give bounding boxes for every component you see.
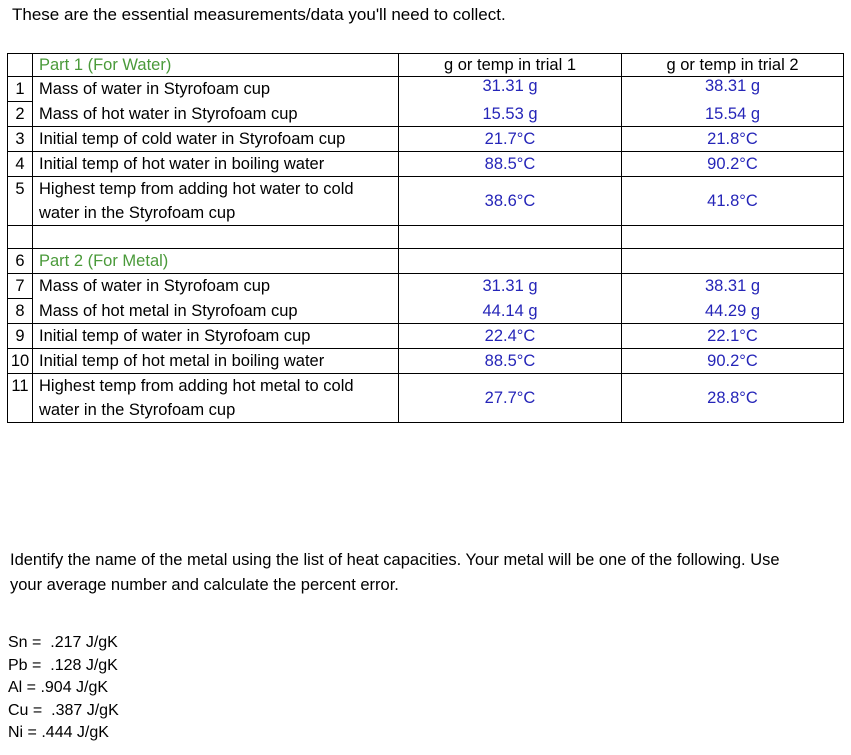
heat-capacity-item: Ni = .444 J/gK — [8, 724, 109, 741]
heat-capacity-list — [8, 632, 119, 745]
instructions-paragraph: Identify the name of the metal using the list of heat capacities. Your metal will be one of the following. Use your average number and calculate the percent error. — [10, 551, 780, 594]
table-row — [8, 77, 844, 102]
trial1-value: 44.14 g — [399, 299, 622, 324]
trial1-value: 31.31 g — [399, 77, 622, 102]
spacer-cell — [8, 226, 33, 249]
row-label: Mass of water in Styrofoam cup — [33, 77, 399, 102]
row-number: 1 — [8, 77, 33, 102]
trial1-value: 15.53 g — [399, 102, 622, 127]
table-row — [8, 152, 844, 177]
trial2-value: 28.8°C — [622, 374, 844, 423]
trial1-value: 31.31 g — [399, 274, 622, 299]
empty-cell — [399, 249, 622, 274]
table-row — [8, 299, 844, 324]
row-label: Mass of water in Styrofoam cup — [33, 274, 399, 299]
row-number: 11 — [8, 374, 33, 423]
trial2-value: 21.8°C — [622, 127, 844, 152]
trial1-value: 38.6°C — [399, 177, 622, 226]
row-number — [8, 54, 33, 77]
trial2-value: 90.2°C — [622, 349, 844, 374]
trial2-value: 38.31 g — [622, 77, 844, 102]
trial1-value: 22.4°C — [399, 324, 622, 349]
trial1-value: 88.5°C — [399, 152, 622, 177]
trial1-value: 88.5°C — [399, 349, 622, 374]
row-number: 8 — [8, 299, 33, 324]
trial2-value: 22.1°C — [622, 324, 844, 349]
table-row — [8, 274, 844, 299]
row-label: Mass of hot water in Styrofoam cup — [33, 102, 399, 127]
row-number: 9 — [8, 324, 33, 349]
trial1-value: 21.7°C — [399, 127, 622, 152]
part1-title: Part 1 (For Water) — [33, 54, 399, 77]
table-spacer-row — [8, 226, 844, 249]
row-label: Initial temp of water in Styrofoam cup — [33, 324, 399, 349]
row-number: 4 — [8, 152, 33, 177]
spacer-cell — [399, 226, 622, 249]
col-trial2-header: g or temp in trial 2 — [622, 54, 844, 77]
table-row — [8, 127, 844, 152]
trial2-value: 90.2°C — [622, 152, 844, 177]
row-label: Highest temp from adding hot water to cold water in the Styrofoam cup — [33, 177, 399, 226]
row-number: 6 — [8, 249, 33, 274]
intro-text: These are the essential measurements/data you'll need to collect. — [12, 5, 506, 24]
spacer-cell — [622, 226, 844, 249]
heat-capacity-item: Cu = .387 J/gK — [8, 701, 119, 719]
measurements-table — [7, 53, 844, 423]
trial2-value: 15.54 g — [622, 102, 844, 127]
table-row — [8, 374, 844, 423]
table-row — [8, 249, 844, 274]
trial1-value: 27.7°C — [399, 374, 622, 423]
row-label: Highest temp from adding hot metal to cold water in the Styrofoam cup — [33, 374, 399, 423]
part2-title: Part 2 (For Metal) — [33, 249, 399, 274]
table-row — [8, 349, 844, 374]
row-number: 2 — [8, 102, 33, 127]
row-number: 7 — [8, 274, 33, 299]
empty-cell — [622, 249, 844, 274]
heat-capacity-item: Pb = .128 J/gK — [8, 656, 118, 674]
table-row — [8, 324, 844, 349]
row-label: Initial temp of hot metal in boiling water — [33, 349, 399, 374]
col-trial1-header: g or temp in trial 1 — [399, 54, 622, 77]
row-label: Mass of hot metal in Styrofoam cup — [33, 299, 399, 324]
table-header-row — [8, 54, 844, 77]
trial2-value: 44.29 g — [622, 299, 844, 324]
table-row — [8, 177, 844, 226]
heat-capacity-item: Sn = .217 J/gK — [8, 634, 118, 651]
row-number: 10 — [8, 349, 33, 374]
row-number: 3 — [8, 127, 33, 152]
table-row — [8, 102, 844, 127]
trial2-value: 38.31 g — [622, 274, 844, 299]
spacer-cell — [33, 226, 399, 249]
row-label: Initial temp of cold water in Styrofoam cup — [33, 127, 399, 152]
row-number: 5 — [8, 177, 33, 226]
trial2-value: 41.8°C — [622, 177, 844, 226]
row-label: Initial temp of hot water in boiling water — [33, 152, 399, 177]
heat-capacity-item: Al = .904 J/gK — [8, 679, 109, 696]
